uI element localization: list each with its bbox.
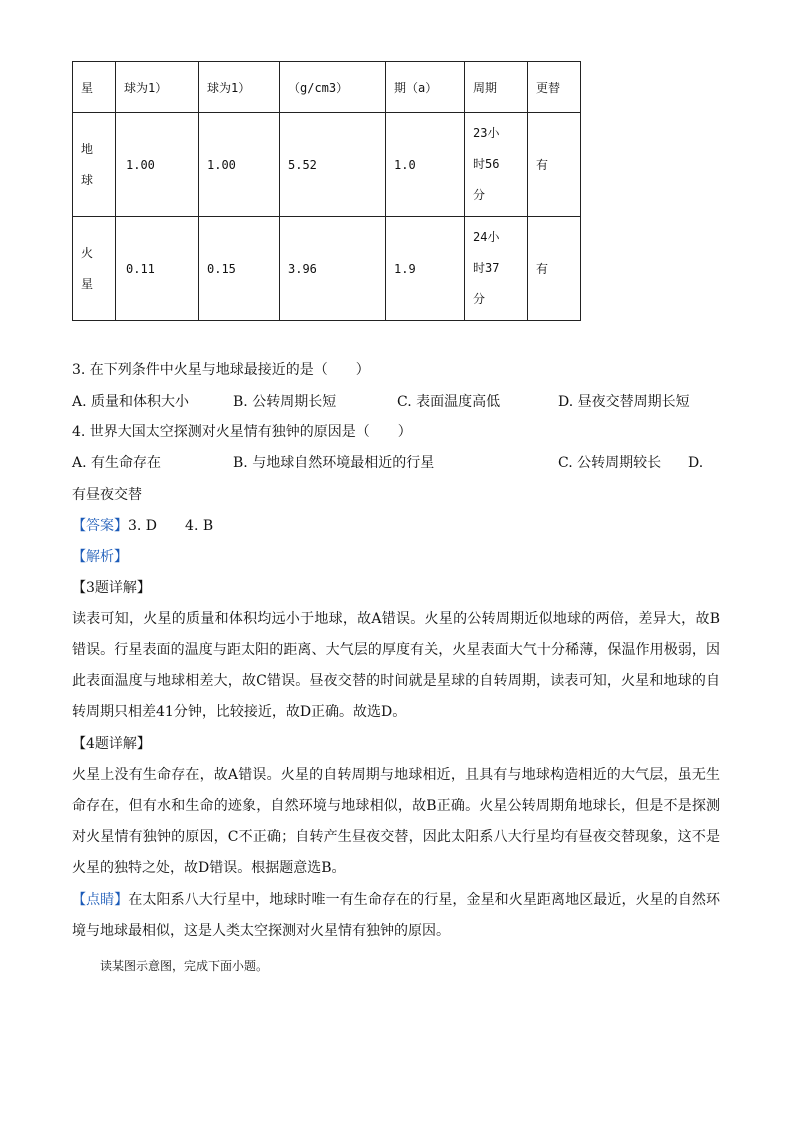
header-cell: 周期 <box>465 62 528 113</box>
question-3-stem: 3. 在下列条件中火星与地球最接近的是（ ） <box>72 362 370 378</box>
analysis-label: 【解析】 <box>72 549 128 565</box>
q3-option-a: A. 质量和体积大小 <box>72 394 190 410</box>
header-cell: （g/cm3） <box>280 62 386 113</box>
density-cell: 3.96 <box>280 217 386 321</box>
rotation-line: 时56 <box>473 157 500 171</box>
rotation-line: 24小 <box>473 230 500 244</box>
planet-table <box>72 61 581 321</box>
period-cell: 1.9 <box>386 217 465 321</box>
density-cell: 5.52 <box>280 113 386 217</box>
planet-name-char: 地 <box>81 141 94 156</box>
period-cell: 1.0 <box>386 113 465 217</box>
detail-4-label: 【4题详解】 <box>72 736 151 752</box>
rotation-line: 分 <box>473 292 486 306</box>
header-cell: 球为1） <box>116 62 199 113</box>
question-4-stem: 4. 世界大国太空探测对火星情有独钟的原因是（ ） <box>72 424 412 440</box>
volume-cell: 1.00 <box>199 113 280 217</box>
next-question-intro: 读某图示意图，完成下面小题。 <box>100 959 269 973</box>
paragraph-line: 此表面温度与地球相差大，故C错误。昼夜交替的时间就是星球的自转周期，读表可知，火星和地球的自 <box>72 673 720 689</box>
volume-cell: 0.15 <box>199 217 280 321</box>
q3-option-d: D. 昼夜交替周期长短 <box>558 394 690 410</box>
q3-option-b: B. 公转周期长短 <box>233 394 337 410</box>
paragraph-line: 火星的独特之处，故D错误。根据题意选B。 <box>72 860 346 876</box>
paragraph-line: 命存在，但有水和生命的迹象，自然环境与地球相似，故B正确。火星公转周期角地球长，但是不是探测 <box>72 798 720 814</box>
mass-cell: 1.00 <box>116 113 199 217</box>
rotation-line: 23小 <box>473 126 500 140</box>
planet-name-char: 星 <box>81 276 94 291</box>
detail-3-label: 【3题详解】 <box>72 580 151 596</box>
paragraph-line: 错误。行星表面的温度与距太阳的距离、大气层的厚度有关，火星表面大气十分稀薄，保温作用极弱，因 <box>72 642 720 658</box>
planet-name-char: 球 <box>81 172 94 187</box>
detail-3-paragraph <box>72 604 720 728</box>
planet-name-cell <box>73 217 116 321</box>
q4-option-a: A. 有生命存在 <box>72 455 162 471</box>
header-cell: 球为1） <box>199 62 280 113</box>
comment-paragraph <box>72 885 720 947</box>
answer-value: 3. D 4. B <box>128 518 214 534</box>
rotation-cell <box>465 217 528 321</box>
rotation-cell <box>465 113 528 217</box>
answer-line <box>72 516 213 536</box>
paragraph-line: 转周期只相差41分钟，比较接近，故D正确。故选D。 <box>72 704 407 720</box>
q4-option-d-text: 有昼夜交替 <box>72 487 142 503</box>
table-row <box>73 217 581 321</box>
q4-option-c: C. 公转周期较长 <box>558 455 662 471</box>
header-cell: 期（a） <box>386 62 465 113</box>
paragraph-line: 境与地球最相似，这是人类太空探测对火星情有独钟的原因。 <box>72 923 450 939</box>
answer-label: 【答案】 <box>72 518 128 534</box>
paragraph-line: 对火星情有独钟的原因，C不正确；自转产生昼夜交替，因此太阳系八大行星均有昼夜交替现象，这不是 <box>72 829 720 845</box>
q4-option-b: B. 与地球自然环境最相近的行星 <box>233 455 435 471</box>
header-cell: 更替 <box>528 62 581 113</box>
daynight-cell: 有 <box>528 113 581 217</box>
comment-label: 【点睛】 <box>72 892 129 908</box>
table-header-row <box>73 62 581 113</box>
rotation-line: 分 <box>473 188 486 202</box>
header-cell: 星 <box>73 62 116 113</box>
planet-name-cell <box>73 113 116 217</box>
paragraph-line: 读表可知，火星的质量和体积均远小于地球，故A错误。火星的公转周期近似地球的两倍，差异大，故B <box>72 611 720 627</box>
daynight-cell: 有 <box>528 217 581 321</box>
paragraph-line: 火星上没有生命存在，故A错误。火星的自转周期与地球相近，且具有与地球构造相近的大气层，虽无生 <box>72 767 720 783</box>
paragraph-line <box>72 885 720 916</box>
table-row <box>73 113 581 217</box>
detail-4-paragraph <box>72 760 720 884</box>
q3-option-c: C. 表面温度高低 <box>397 394 501 410</box>
mass-cell: 0.11 <box>116 217 199 321</box>
q4-option-d: D. <box>688 455 704 471</box>
comment-text: 在太阳系八大行星中，地球时唯一有生命存在的行星，金星和火星距离地区最近，火星的自然环 <box>128 892 721 908</box>
rotation-line: 时37 <box>473 261 500 275</box>
planet-name-char: 火 <box>81 245 94 260</box>
